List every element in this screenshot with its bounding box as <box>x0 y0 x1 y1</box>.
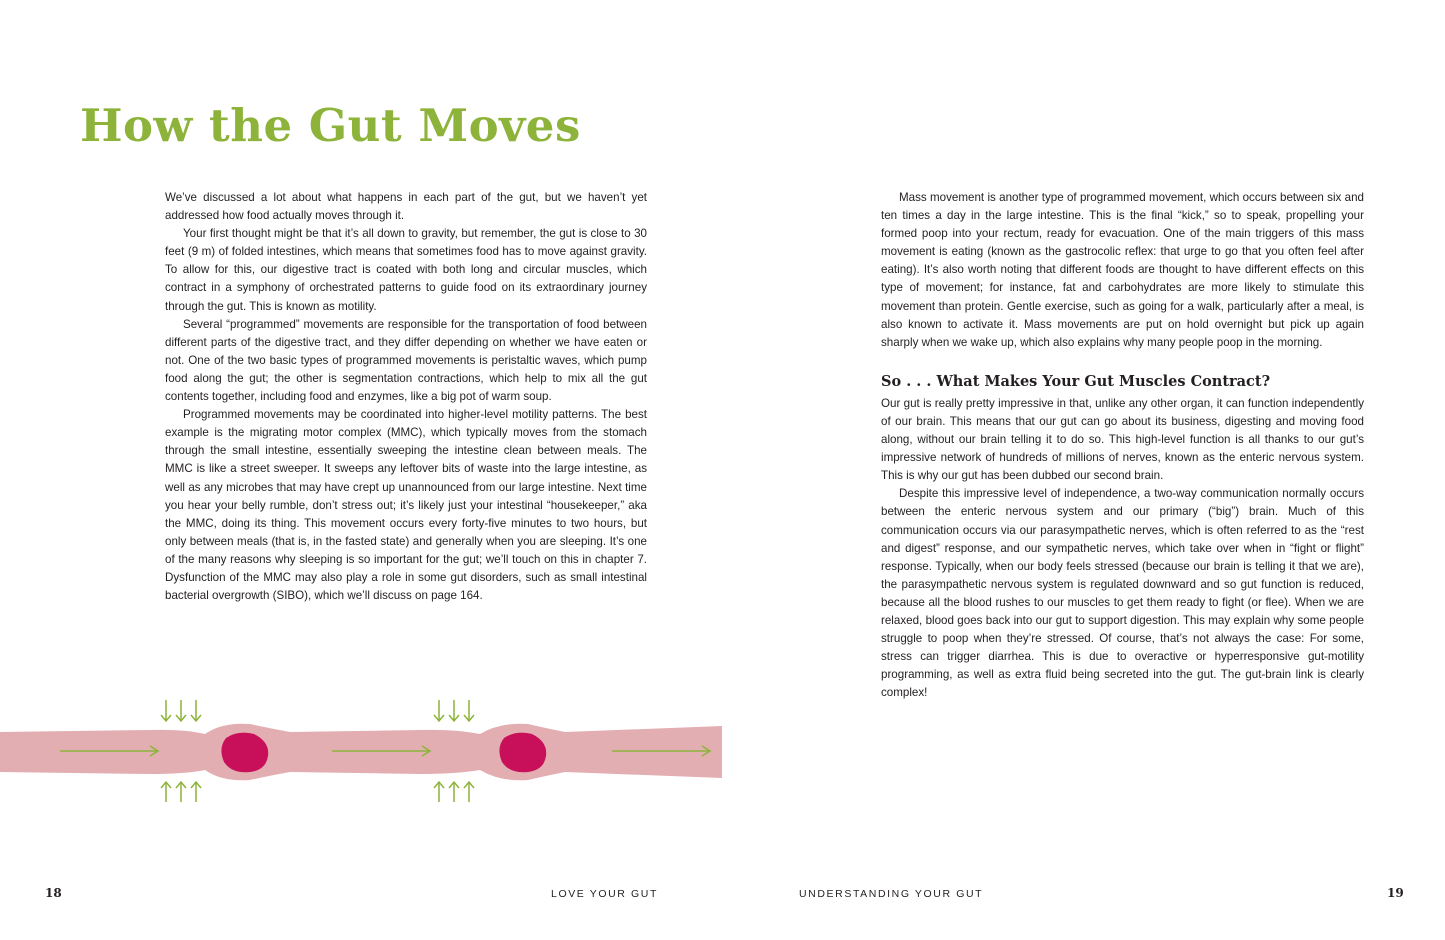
up-arrows-icon <box>161 782 201 802</box>
intestine-tube <box>0 724 722 781</box>
right-running-head: UNDERSTANDING YOUR GUT <box>799 888 984 900</box>
page-title: How the Gut Moves <box>80 99 581 152</box>
left-paragraph-4: Programmed movements may be coordinated into higher-level motility patterns. The best example is the migrating motor complex (MMC), which typically moves from the stomach through the small intestine, essentially sweeping the intestine clean between meals. The MMC is like a street sweeper. It sweeps any leftover bits of waste into the large intestine, as well as any microbes that may have crept up unannounced from our large intestine. Next time you hear your belly rumble, don’t stress out; it’s likely just your intestinal “housekeeper,” aka the MMC, doing its thing. This movement occurs every forty-five minutes to two hours, but only between meals (that is, in the fasted state) and generally when you are sleeping. It’s one of the many reasons why sleeping is so important for the gut; we’ll touch on this in chapter 7. Dysfunction of the MMC may also play a role in some gut disorders, such as small intestinal bacterial overgrowth (SIBO), which we’ll discuss on page 164. <box>165 408 647 603</box>
left-running-head: LOVE YOUR GUT <box>551 888 658 900</box>
down-arrows-icon <box>434 700 474 721</box>
left-text-column <box>165 189 647 605</box>
peristalsis-diagram <box>0 690 725 810</box>
right-paragraph-1: Our gut is really pretty impressive in that, unlike any other organ, it can function independently of our brain. This means that our gut can go about its business, digesting and moving food along, without our brain telling it to do so. This high-level function is all thanks to our gut’s impressive network of hundreds of millions of nerves, known as the enteric nervous system. This is why our gut has been dubbed our second brain. <box>881 396 1364 483</box>
left-paragraph-3: Several “programmed” movements are responsible for the transportation of food between different parts of the digestive tract, and they differ depending on whether we have eaten or not. One of the two basic types of programmed movements is peristaltic waves, which pump food along the gut; the other is segmentation contractions, which help to mix all the gut contents together, including food and enzymes, like a big pot of warm soup. <box>165 317 647 404</box>
right-paragraph-2: Despite this impressive level of independence, a two-way communication normally occurs between the enteric nervous system and our primary (“big”) brain. Much of this communication occurs via our parasympathetic nerves, which is often referred to as the “rest and digest” response, and our sympathetic nerves, which take over when in “fight or flight” response. Typically, when our body feels stressed (because our brain is telling it that we are), the parasympathetic nervous system is regulated downward and so gut function is reduced, because all the blood rushes to our muscles to get them ready to fight (or flee). When we are relaxed, blood goes back into our gut to support digestion. This may explain why some people struggle to poop when they’re stressed. Of course, that’s not always the case: For some, stress can trigger diarrhea. This is due to overactive or hyperresponsive gut-motility programming, as well as extra fluid being secreted into the gut. The gut-brain link is clearly complex! <box>881 487 1364 700</box>
section-subheading: So . . . What Makes Your Gut Muscles Contract? <box>881 372 1271 390</box>
left-page-number: 18 <box>45 886 62 900</box>
left-paragraph-2: Your first thought might be that it’s all down to gravity, but remember, the gut is close to 30 feet (9 m) of folded intestines, which means that sometimes food has to move against gravity. To allow for this, our digestive tract is coated with both long and circular muscles, which contract in a symphony of orchestrated patterns to guide food on its extraordinary journey through the gut. This is known as motility. <box>165 227 647 313</box>
right-page-number: 19 <box>1387 886 1404 900</box>
right-paragraph-intro: Mass movement is another type of programmed movement, which occurs between six and ten times a day in the large intestine. This is the final “kick,” so to speak, propelling your formed poop into your rectum, ready for evacuation. One of the main triggers of this mass movement is eating (known as the gastrocolic reflex: that urge to go that you often feel after eating). It’s also worth noting that different foods are thought to have different effects on this type of movement; for instance, fat and carbohydrates are more likely to stimulate this movement than protein. Gentle exercise, such as going for a walk, particularly after a meal, is also known to activate it. Mass movements are put on hold overnight but pick up again sharply when we wake up, which also explains why many people poop in the morning. <box>881 191 1364 349</box>
left-paragraph-1: We’ve discussed a lot about what happens in each part of the gut, but we haven’t yet addressed how food actually moves through it. <box>165 191 647 223</box>
right-text-column <box>881 189 1364 702</box>
up-arrows-icon <box>434 782 474 802</box>
down-arrows-icon <box>161 700 201 721</box>
